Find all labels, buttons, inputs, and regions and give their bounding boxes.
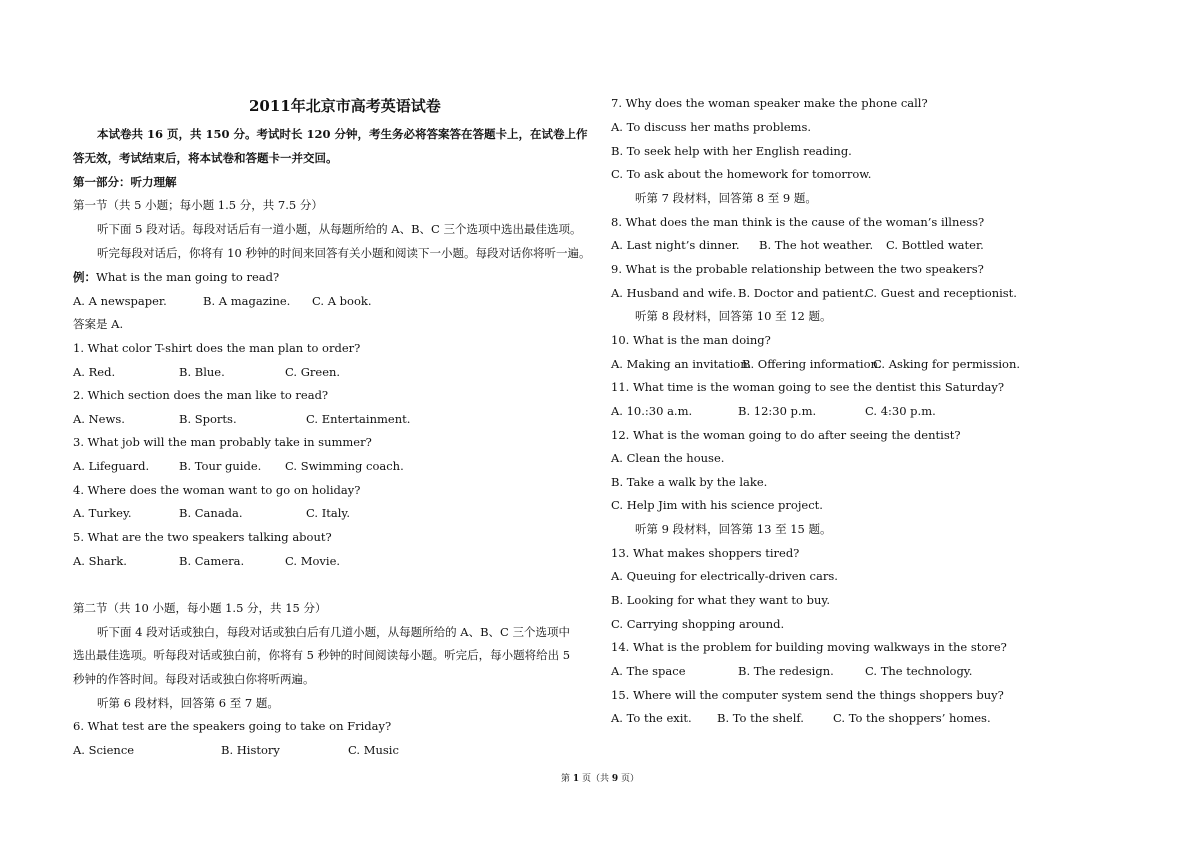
question-10: 10. What is the man doing? [611,333,771,347]
question-8: 8. What does the man think is the cause of the woman’s illness? [611,215,985,229]
q1-option-b: B. Blue. [179,365,225,379]
page-footer [0,772,1200,786]
example-option-b: B. A magazine. [203,294,291,308]
q7-option-c: C. To ask about the homework for tomorrow. [611,167,872,181]
q6-option-b: B. History [221,743,280,757]
q15-option-b: B. To the shelf. [717,711,804,725]
q12-option-b: B. Take a walk by the lake. [611,475,768,489]
q13-option-b: B. Looking for what they want to buy. [611,593,830,607]
example-option-c: C. A book. [312,294,372,308]
q4-option-b: B. Canada. [179,506,243,520]
question-7: 7. Why does the woman speaker make the phone call? [611,96,928,110]
question-2: 2. Which section does the man like to read? [73,388,329,402]
q10-option-b: B. Offering information. [742,357,882,371]
q14-option-b: B. The redesign. [738,664,834,678]
q13-option-a: A. Queuing for electrically-driven cars. [611,569,838,583]
example-option-a: A. A newspaper. [73,294,167,308]
q6-option-a: A. Science [73,743,135,757]
question-13: 13. What makes shoppers tired? [611,546,800,560]
q12-option-c: C. Help Jim with his science project. [611,498,823,512]
footer-suffix: 页） [621,774,640,784]
section2-heading: 第二节（共 10 小题，每小题 1.5 分，共 15 分） [73,601,327,615]
q5-option-b: B. Camera. [179,554,245,568]
q11-option-a: A. 10.:30 a.m. [611,404,693,418]
q10-option-c: C. Asking for permission. [873,357,1021,371]
q8-option-a: A. Last night’s dinner. [611,238,740,252]
example-answer: 答案是 A. [73,317,124,331]
question-11: 11. What time is the woman going to see the dentist this Saturday? [611,380,1004,394]
q3-option-b: B. Tour guide. [179,459,262,473]
q15-option-c: C. To the shoppers’ homes. [833,711,991,725]
q4-option-a: A. Turkey. [73,506,132,520]
question-14: 14. What is the problem for building moving walkways in the store? [611,640,1007,654]
q7-option-b: B. To seek help with her English reading. [611,144,852,158]
q7-option-a: A. To discuss her maths problems. [611,120,812,134]
q2-option-b: B. Sports. [179,412,237,426]
q11-option-c: C. 4:30 p.m. [865,404,936,418]
q2-option-a: A. News. [73,412,125,426]
q8-option-c: C. Bottled water. [886,238,984,252]
q5-option-c: C. Movie. [285,554,341,568]
q13-option-c: C. Carrying shopping around. [611,617,785,631]
material-6-note: 听第 6 段材料，回答第 6 至 7 题。 [97,696,279,710]
intro-line-1: 本试卷共 16 页，共 150 分。考试时长 120 分钟，考生务必将答案答在答题卡上，在试卷上作 [97,127,588,141]
example-label: 例： [73,270,96,284]
footer-mid: 页（共 [581,774,609,784]
q1-option-c: C. Green. [285,365,341,379]
q3-option-a: A. Lifeguard. [73,459,150,473]
q11-option-b: B. 12:30 p.m. [738,404,817,418]
q10-option-a: A. Making an invitation. [611,357,752,371]
question-4: 4. Where does the woman want to go on holiday? [73,483,361,497]
material-8-note: 听第 8 段材料，回答第 10 至 12 题。 [635,309,832,323]
footer-total-pages: 9 [611,774,619,784]
intro-line-2: 答无效，考试结束后，将本试卷和答题卡一并交回。 [73,151,338,165]
q15-option-a: A. To the exit. [611,711,692,725]
question-6: 6. What test are the speakers going to take on Friday? [73,719,392,733]
q12-option-a: A. Clean the house. [611,451,725,465]
footer-page-number: 1 [572,774,580,784]
q9-option-b: B. Doctor and patient. [738,286,868,300]
material-9-note: 听第 9 段材料，回答第 13 至 15 题。 [635,522,832,536]
section2-instruction-1: 听下面 4 段对话或独白，每段对话或独白后有几道小题，从每题所给的 A、B、C 三个选项中 [97,625,570,639]
q9-option-c: C. Guest and receptionist. [865,286,1017,300]
question-3: 3. What job will the man probably take in summer? [73,435,372,449]
q6-option-c: C. Music [348,743,399,757]
section1-heading: 第一节（共 5 小题；每小题 1.5 分，共 7.5 分） [73,198,323,212]
question-5: 5. What are the two speakers talking about? [73,530,332,544]
page-title: 2011年北京市高考英语试卷 [249,97,441,115]
q14-option-a: A. The space [611,664,686,678]
section2-instruction-3: 秒钟的作答时间。每段对话或独白你将听两遍。 [73,672,315,686]
q4-option-c: C. Italy. [306,506,351,520]
footer-prefix: 第 [560,774,570,784]
q8-option-b: B. The hot weather. [759,238,874,252]
material-7-note: 听第 7 段材料，回答第 8 至 9 题。 [635,191,817,205]
example-question-text: What is the man going to read? [96,270,280,284]
section1-instruction-1: 听下面 5 段对话。每段对话后有一道小题，从每题所给的 A、B、C 三个选项中选出最佳选项。 [97,222,582,236]
question-12: 12. What is the woman going to do after seeing the dentist? [611,428,961,442]
q14-option-c: C. The technology. [865,664,973,678]
section2-instruction-2: 选出最佳选项。听每段对话或独白前，你将有 5 秒钟的时间阅读每小题。听完后，每小题将给出 5 [73,648,571,662]
part1-heading: 第一部分：听力理解 [73,175,177,189]
q3-option-c: C. Swimming coach. [285,459,404,473]
q9-option-a: A. Husband and wife. [611,286,737,300]
q5-option-a: A. Shark. [73,554,127,568]
section1-instruction-2: 听完每段对话后，你将有 10 秒钟的时间来回答有关小题和阅读下一小题。每段对话你将听一遍。 [97,246,591,260]
question-9: 9. What is the probable relationship between the two speakers? [611,262,984,276]
question-15: 15. Where will the computer system send the things shoppers buy? [611,688,1004,702]
q1-option-a: A. Red. [73,365,116,379]
q2-option-c: C. Entertainment. [306,412,411,426]
question-1: 1. What color T-shirt does the man plan to order? [73,341,361,355]
example-question [73,269,279,285]
